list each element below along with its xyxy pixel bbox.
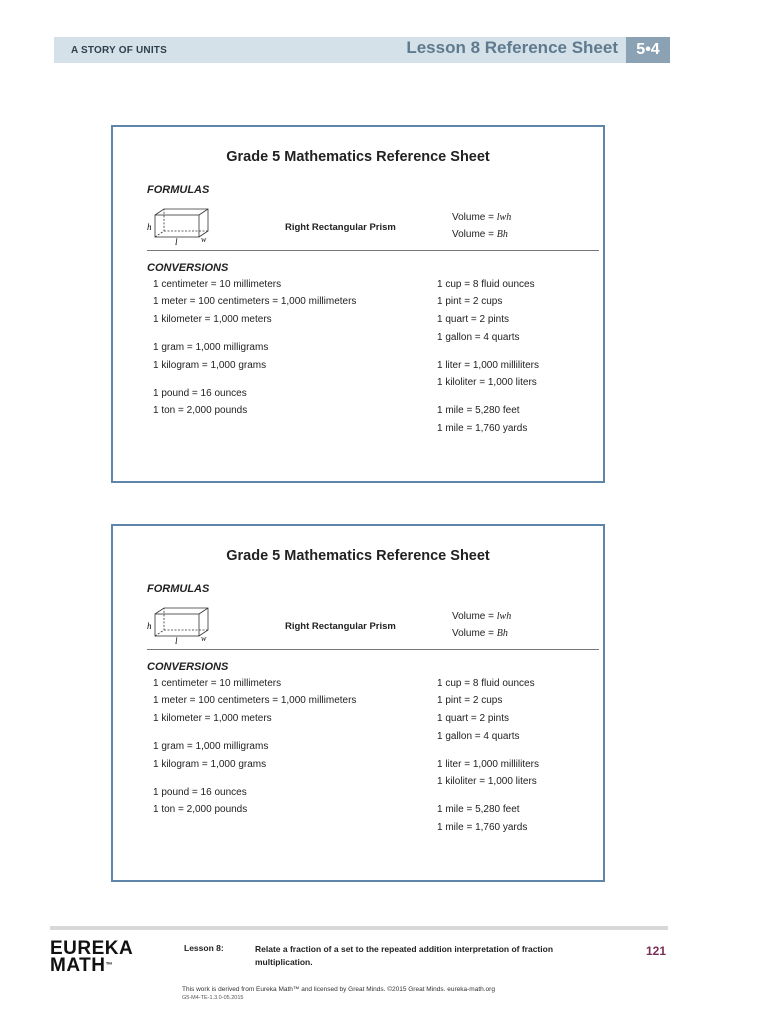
conversion-item: 1 mile = 5,280 feet	[437, 804, 520, 815]
prism-height-label: h	[147, 222, 152, 232]
series-name: A STORY OF UNITS	[71, 44, 167, 56]
volume-formula-1: Volume = lwh	[452, 212, 512, 223]
prism-length-label: l	[175, 636, 178, 645]
reference-sheet-1	[111, 125, 605, 483]
conversion-item: 1 pound = 16 ounces	[153, 787, 247, 798]
prism-length-label: l	[175, 237, 178, 246]
conversion-item: 1 meter = 100 centimeters = 1,000 millimeters	[153, 296, 357, 307]
conversion-item: 1 quart = 2 pints	[437, 713, 509, 724]
license-credit: This work is derived from Eureka Math™ and licensed by Great Minds. ©2015 Great Minds. eureka-math.org	[182, 986, 495, 993]
conversions-heading: CONVERSIONS	[147, 661, 229, 673]
module-badge: 5•4	[626, 37, 670, 63]
conversion-item: 1 cup = 8 fluid ounces	[437, 279, 535, 290]
divider	[147, 250, 599, 251]
prism-width-label: w	[201, 634, 207, 643]
conversion-item: 1 kiloliter = 1,000 liters	[437, 776, 537, 787]
conversion-item: 1 kilogram = 1,000 grams	[153, 360, 267, 371]
conversions-heading: CONVERSIONS	[147, 262, 229, 274]
conversion-item: 1 ton = 2,000 pounds	[153, 804, 248, 815]
page-header	[54, 37, 670, 63]
rectangular-prism-diagram	[146, 605, 210, 645]
formulas-heading: FORMULAS	[147, 583, 210, 595]
conversion-item: 1 kilometer = 1,000 meters	[153, 314, 272, 325]
conversion-item: 1 ton = 2,000 pounds	[153, 405, 248, 416]
conversion-item: 1 gram = 1,000 milligrams	[153, 342, 269, 353]
reference-sheet-2	[111, 524, 605, 882]
lesson-description: Relate a fraction of a set to the repeated addition interpretation of fraction multiplication.	[255, 944, 554, 967]
sheet-title: Grade 5 Mathematics Reference Sheet	[226, 149, 490, 165]
volume-formula-1: Volume = lwh	[452, 611, 512, 622]
divider	[147, 649, 599, 650]
volume-formula-2: Volume = Bh	[452, 628, 508, 639]
formulas-heading: FORMULAS	[147, 184, 210, 196]
conversion-item: 1 mile = 1,760 yards	[437, 822, 528, 833]
conversion-item: 1 mile = 5,280 feet	[437, 405, 520, 416]
footer-divider	[50, 926, 668, 930]
conversion-item: 1 pound = 16 ounces	[153, 388, 247, 399]
volume-formula-2: Volume = Bh	[452, 229, 508, 240]
prism-height-label: h	[147, 621, 152, 631]
conversion-item: 1 gallon = 4 quarts	[437, 332, 520, 343]
conversion-item: 1 meter = 100 centimeters = 1,000 millimeters	[153, 695, 357, 706]
conversion-item: 1 mile = 1,760 yards	[437, 423, 528, 434]
conversion-item: 1 kilogram = 1,000 grams	[153, 759, 267, 770]
conversion-item: 1 liter = 1,000 milliliters	[437, 360, 539, 371]
conversion-item: 1 kiloliter = 1,000 liters	[437, 377, 537, 388]
conversion-item: 1 gram = 1,000 milligrams	[153, 741, 269, 752]
lesson-label: Lesson 8:	[184, 943, 224, 953]
rectangular-prism-diagram	[146, 206, 210, 246]
sheet-title: Grade 5 Mathematics Reference Sheet	[226, 548, 490, 564]
prism-name: Right Rectangular Prism	[285, 222, 396, 233]
prism-name: Right Rectangular Prism	[285, 621, 396, 632]
prism-width-label: w	[201, 235, 207, 244]
conversion-item: 1 liter = 1,000 milliliters	[437, 759, 539, 770]
page-number: 121	[646, 944, 667, 958]
document-code: G5-M4-TE-1.3.0-05.2015	[182, 995, 244, 1001]
conversion-item: 1 cup = 8 fluid ounces	[437, 678, 535, 689]
conversion-item: 1 gallon = 4 quarts	[437, 731, 520, 742]
conversion-item: 1 kilometer = 1,000 meters	[153, 713, 272, 724]
conversion-item: 1 centimeter = 10 millimeters	[153, 279, 282, 290]
conversion-item: 1 quart = 2 pints	[437, 314, 509, 325]
page-title: Lesson 8 Reference Sheet	[406, 38, 618, 57]
conversion-item: 1 pint = 2 cups	[437, 695, 503, 706]
conversion-item: 1 pint = 2 cups	[437, 296, 503, 307]
eureka-math-logo: EUREKA MATH™	[50, 938, 134, 976]
conversion-item: 1 centimeter = 10 millimeters	[153, 678, 282, 689]
